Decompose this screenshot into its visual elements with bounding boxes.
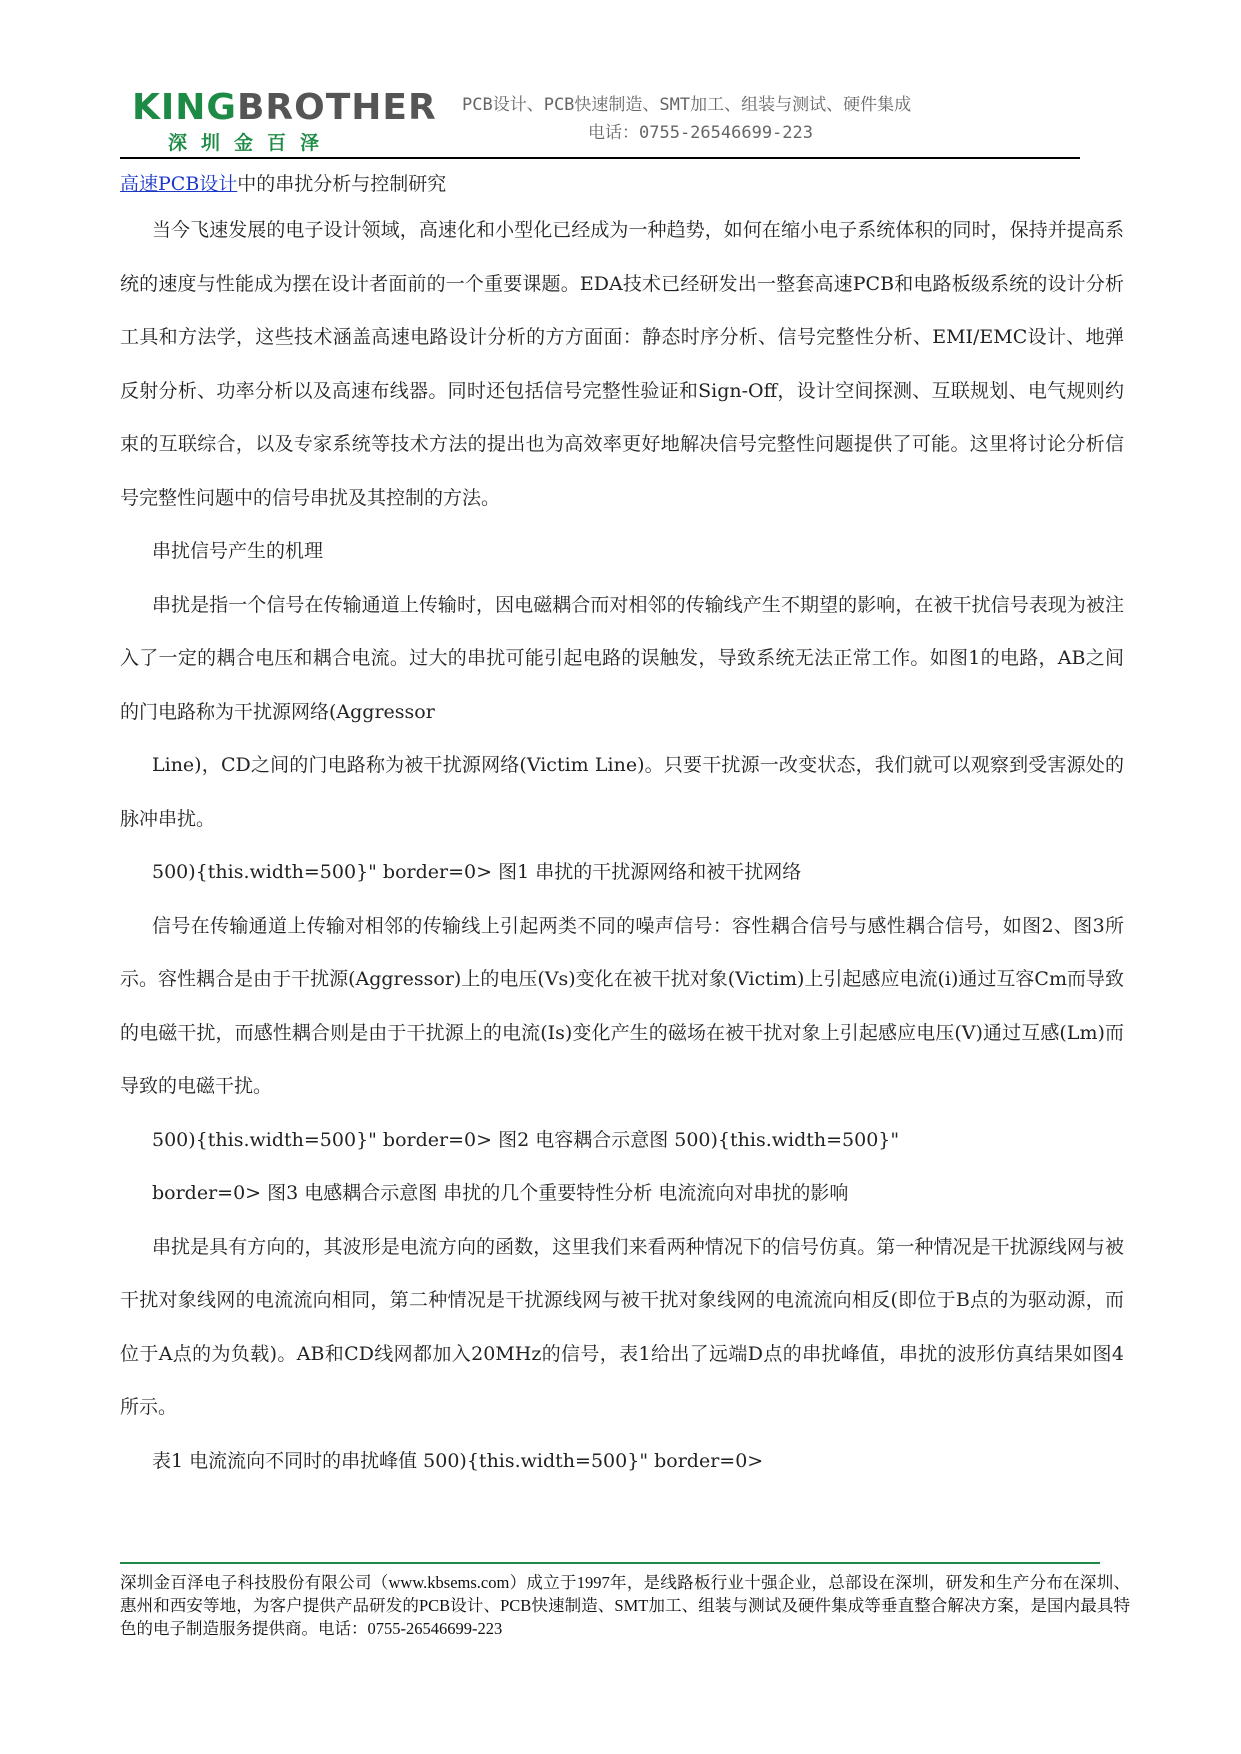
table-caption-1: 表1 电流流向不同时的串扰峰值 500){this.width=500}" border=0> (152, 1449, 764, 1472)
figure-caption-1: 500){this.width=500}" border=0> 图1 串扰的干扰源网络和被干扰网络 (152, 861, 802, 883)
page-footer: 深圳金百泽电子科技股份有限公司（www.kbsems.com）成立于1997年，是线路板行业十强企业，总部设在深圳，研发和生产分布在深圳、惠州和西安等地，为客户提供产品研发的PCB设计、PCB快速制造、SMT加工、组装与测试及硬件集成等垂直整合解决方案，是国内最具特色的电子制造服务提供商。电话：0755-26546699-223 (120, 1573, 1130, 1638)
paragraph-direction: 串扰是具有方向的，其波形是电流方向的函数，这里我们来看两种情况下的信号仿真。第一种情况是干扰源线网与被干扰对象线网的电流流向相同，第二种情况是干扰源线网与被干扰对象线网的电流流向相反(即位于B点的为驱动源，而位于A点的为负载)。AB和CD线网都加入20MHz的信号，表1给出了远端D点的串扰峰值，串扰的波形仿真结果如图4所示。 (120, 1235, 1124, 1418)
paragraph-coupling: 信号在传输通道上传输对相邻的传输线上引起两类不同的噪声信号：容性耦合信号与感性耦合信号，如图2、图3所示。容性耦合是由于干扰源(Aggressor)上的电压(Vs)变化在被干扰对象(Victim)上引起感应电流(i)通过互容Cm而导致的电磁干扰，而感性耦合则是由于干扰源上的电流(Is)变化产生的磁场在被干扰对象上引起感应电压(V)通过互感(Lm)而导致的电磁干扰。 (120, 914, 1124, 1097)
company-logo (132, 87, 437, 155)
document-body (120, 164, 1124, 1488)
logo-brother: BROTHER (236, 87, 437, 128)
page-header (120, 80, 1080, 160)
figure-caption-3: border=0> 图3 电感耦合示意图 串扰的几个重要特性分析 电流流向对串扰的影响 (152, 1182, 849, 1204)
section-heading: 串扰信号产生的机理 (152, 540, 324, 562)
logo-chinese-name: 深圳金百泽 (168, 132, 334, 154)
logo-king: KING (132, 87, 237, 128)
paragraph-victim-line: Line)，CD之间的门电路称为被干扰源网络(Victim Line)。只要干扰源一改变状态，我们就可以观察到受害源处的脉冲串扰。 (120, 754, 1124, 830)
paragraph-crosstalk-definition: 串扰是指一个信号在传输通道上传输时，因电磁耦合而对相邻的传输线产生不期望的影响，在被干扰信号表现为被注入了一定的耦合电压和耦合电流。过大的串扰可能引起电路的误触发，导致系统无法正常工作。如图1的电路，AB之间的门电路称为干扰源网络(Aggressor (120, 593, 1124, 723)
title-text: 中的串扰分析与控制研究 (237, 173, 447, 195)
header-phone: 电话：0755-26546699-223 (588, 123, 813, 143)
figure-caption-2: 500){this.width=500}" border=0> 图2 电容耦合示意图 500){this.width=500}" (152, 1128, 900, 1151)
article-title (120, 164, 1124, 204)
header-divider (120, 157, 1080, 159)
paragraph-intro: 当今飞速发展的电子设计领域，高速化和小型化已经成为一种趋势，如何在缩小电子系统体积的同时，保持并提高系统的速度与性能成为摆在设计者面前的一个重要课题。EDA技术已经研发出一整套高速PCB和电路板级系统的设计分析工具和方法学，这些技术涵盖高速电路设计分析的方方面面：静态时序分析、信号完整性分析、EMI/EMC设计、地弹反射分析、功率分析以及高速布线器。同时还包括信号完整性验证和Sign-Off，设计空间探测、互联规划、电气规则约束的互联综合，以及专家系统等技术方法的提出也为高效率更好地解决信号完整性问题提供了可能。这里将讨论分析信号完整性问题中的信号串扰及其控制的方法。 (120, 219, 1124, 509)
logo-wordmark (132, 87, 437, 128)
title-link[interactable]: 高速PCB设计 (120, 173, 238, 195)
header-tagline: PCB设计、PCB快速制造、SMT加工、组装与测试、硬件集成 (462, 95, 912, 115)
header-info (462, 94, 911, 144)
footer-divider (120, 1562, 1100, 1564)
